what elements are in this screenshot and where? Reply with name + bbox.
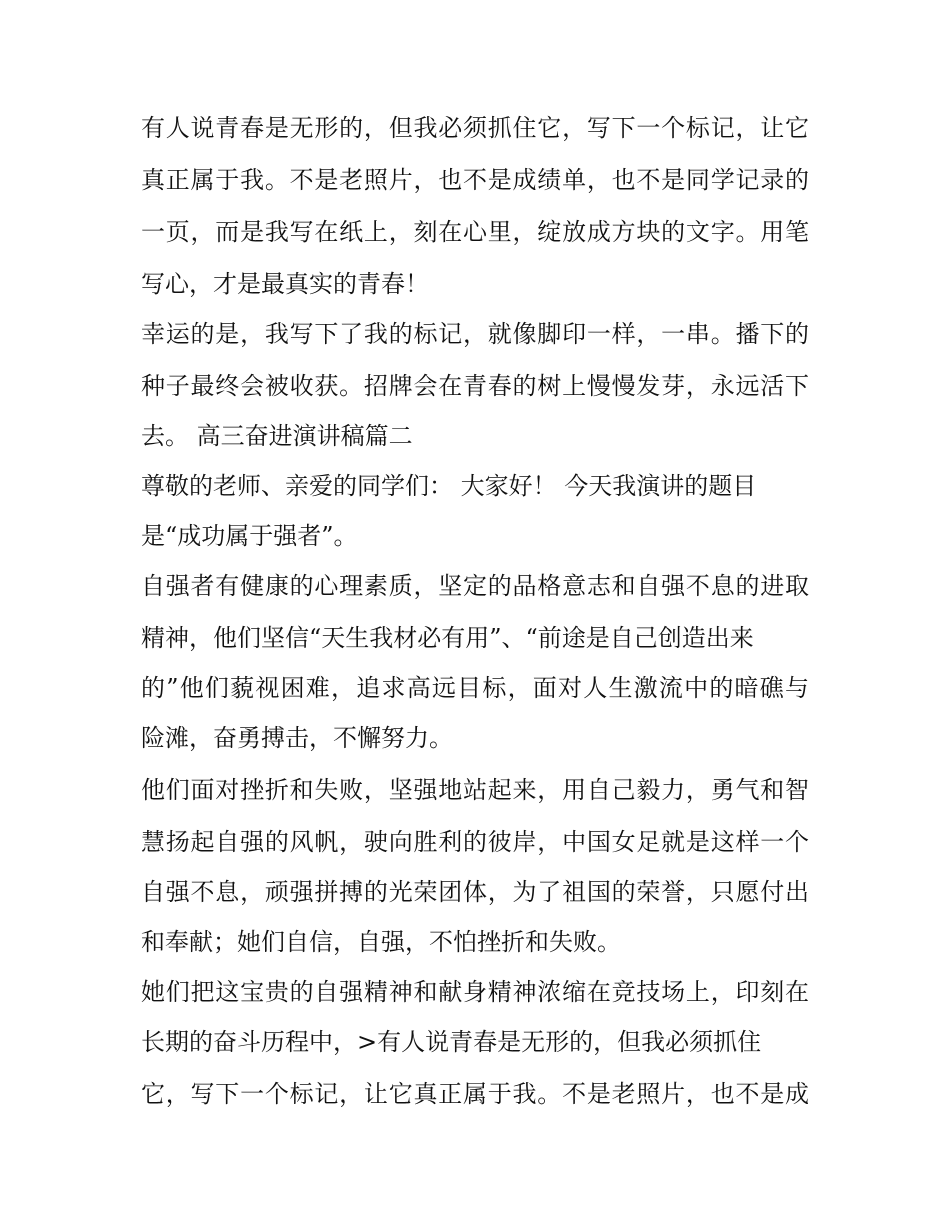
text-line: 是“成功属于强者”。 [141,522,358,550]
text-line: 尊敬的老师、亲爱的同学们： 大家好！ 今天我演讲的题目 [141,472,757,500]
text-line: 去。 高三奋进演讲稿篇二 [141,422,413,450]
text-line: 自强者有健康的心理素质，坚定的品格意志和自强不息的进取 [141,572,809,600]
text-line: 有人说青春是无形的，但我必须抓住它，写下一个标记，让它 [141,114,809,142]
text-line: 险滩，奋勇搏击，不懈努力。 [141,724,453,752]
text-line: 写心，才是最真实的青春！ [141,270,429,298]
text-line: 他们面对挫折和失败，坚强地站起来，用自己毅力，勇气和智 [141,776,809,804]
text-line: 种子最终会被收获。招牌会在青春的树上慢慢发芽，永远活下 [141,372,809,400]
text-line: 幸运的是，我写下了我的标记，就像脚印一样，一串。播下的 [141,320,809,348]
text-line: 她们把这宝贵的自强精神和献身精神浓缩在竞技场上，印刻在 [141,978,809,1006]
text-line: 一页，而是我写在纸上，刻在心里，绽放成方块的文字。用笔 [141,218,809,246]
text-line: 慧扬起自强的风帆，驶向胜利的彼岸，中国女足就是这样一个 [141,828,809,856]
text-line: 长期的奋斗历程中，>有人说青春是无形的，但我必须抓住 [141,1028,762,1056]
text-line: 精神，他们坚信“天生我材必有用”、“前途是自己创造出来 [141,624,754,652]
text-line: 自强不息，顽强拼搏的光荣团体，为了祖国的荣誉，只愿付出 [141,878,809,906]
text-line: 和奉献；她们自信，自强，不怕挫折和失败。 [141,928,621,956]
text-line: 的”他们藐视困难，追求高远目标，面对人生激流中的暗礁与 [141,674,809,702]
text-line: 真正属于我。不是老照片，也不是成绩单，也不是同学记录的 [141,166,809,194]
text-line: 它，写下一个标记，让它真正属于我。不是老照片，也不是成 [141,1080,809,1108]
